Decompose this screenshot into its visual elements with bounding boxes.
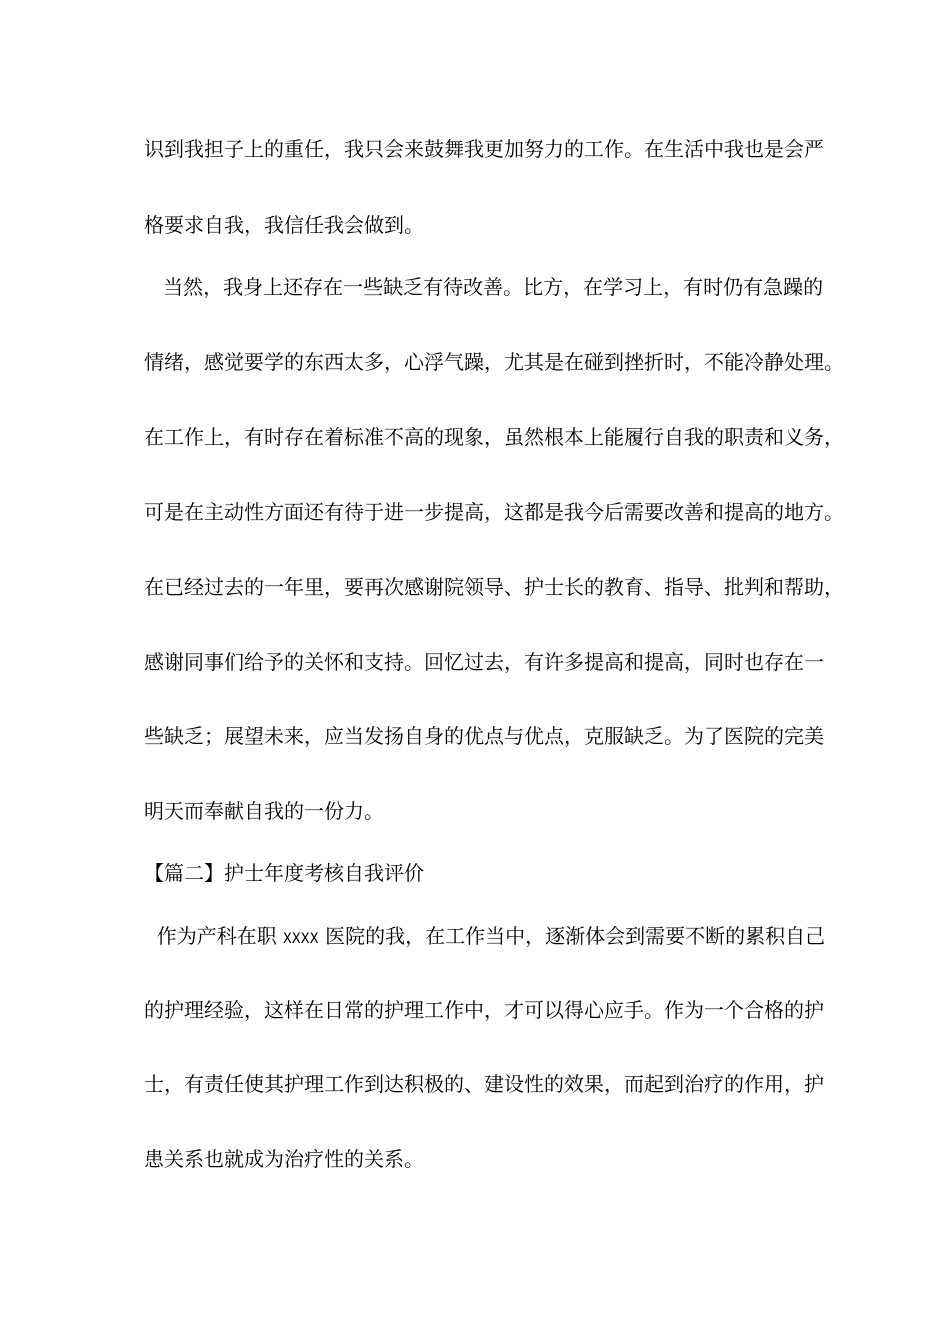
paragraph-line: 在已经过去的一年里，要再次感谢院领导、护士长的教育、指导、批判和帮助， <box>144 575 844 599</box>
paragraph-line <box>144 923 826 952</box>
paragraph-text: 医院的我，在工作当中，逐渐体会到需要不断的累积自己 <box>318 924 826 948</box>
hospital-code: XXXX <box>283 931 319 947</box>
paragraph-line: 可是在主动性方面还有待于进一步提高，这都是我今后需要改善和提高的地方。 <box>144 500 844 524</box>
paragraph-text: 作为产科在职 <box>144 924 284 948</box>
paragraph-line: 识到我担子上的重任，我只会来鼓舞我更加努力的工作。在生活中我也是会严 <box>144 137 824 161</box>
paragraph-line: 些缺乏；展望未来，应当发扬自身的优点与优点，克服缺乏。为了医院的完美 <box>144 724 824 748</box>
section-heading: 【篇二】护士年度考核自我评价 <box>144 861 424 885</box>
paragraph-line: 格要求自我，我信任我会做到。 <box>144 213 424 237</box>
paragraph-line: 明天而奉献自我的一份力。 <box>144 799 384 823</box>
paragraph-line: 士，有责任使其护理工作到达积极的、建设性的效果，而起到治疗的作用，护 <box>144 1072 824 1096</box>
paragraph-line: 在工作上，有时存在着标准不高的现象，虽然根本上能履行自我的职责和义务， <box>144 425 844 449</box>
paragraph-line: 情绪，感觉要学的东西太多，心浮气躁，尤其是在碰到挫折时，不能冷静处理。 <box>144 350 844 374</box>
paragraph-line: 感谢同事们给予的关怀和支持。回忆过去，有许多提高和提高，同时也存在一 <box>144 650 824 674</box>
paragraph-line: 的护理经验，这样在日常的护理工作中，才可以得心应手。作为一个合格的护 <box>144 998 824 1022</box>
paragraph-line: 患关系也就成为治疗性的关系。 <box>144 1147 424 1171</box>
paragraph-line: 当然，我身上还存在一些缺乏有待改善。比方，在学习上，有时仍有急躁的 <box>144 275 824 299</box>
